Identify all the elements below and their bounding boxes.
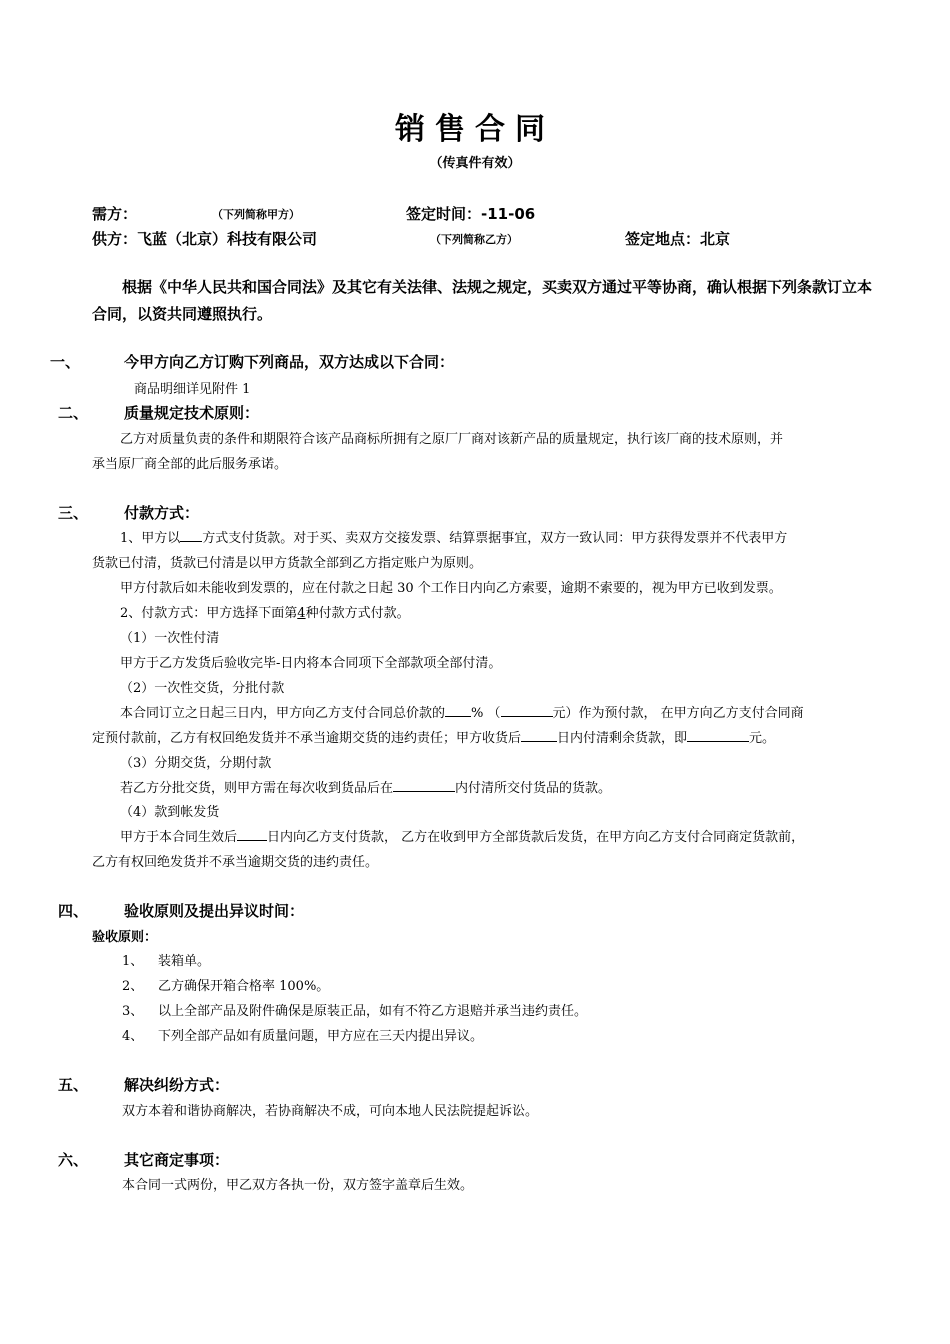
section-3-number: 三、 — [58, 504, 89, 522]
option-3-text-b: 内付清所交付货品的货款。 — [455, 781, 612, 796]
section-1-number: 一、 — [50, 353, 81, 371]
sign-place: 签定地点：北京 — [625, 230, 731, 248]
percent-blank — [445, 702, 471, 717]
payment-choice-end: 种付款方式付款。 — [305, 606, 410, 621]
payment-choice-line — [120, 602, 410, 621]
option-4-text-a: 甲方于本合同生效后 — [120, 830, 238, 845]
option-2-text-d: 定预付款前，乙方有权回绝发货并不承当逾期交货的违约责任；甲方收货后 — [92, 731, 522, 746]
acceptance-item-1-text: 装箱单。 — [158, 954, 211, 969]
option-4-line-1 — [120, 826, 804, 845]
section-4-number: 四、 — [58, 902, 89, 920]
option-4-line-2: 乙方有权回绝发货并不承当逾期交货的违约责任。 — [92, 855, 379, 870]
option-2-line-1 — [120, 702, 804, 721]
section-2-line-1: 乙方对质量负责的条件和期限符合该产品商标所拥有之原厂厂商对该新产品的质量规定，执行该厂商的技术原则，并 — [120, 432, 784, 447]
option-2-text-f: 元。 — [749, 731, 776, 746]
payment-method-blank — [180, 527, 202, 542]
payment-line-1 — [120, 527, 787, 546]
seller-note: （下列简称乙方） — [430, 233, 518, 246]
payment-line-1-end: 方式支付货款。对于买、卖双方交接发票、结算票据事宜，双方一致认同：甲方获得发票并不代表甲方 — [202, 531, 788, 546]
section-2-line-2: 承当原厂商全部的此后服务承诺。 — [92, 457, 288, 472]
option-2-text-a: 本合同订立之日起三日内，甲方向乙方支付合同总价款的 — [120, 706, 446, 721]
payment-choice-number: 4 — [297, 606, 306, 621]
option-4-title: （4）款到帐发货 — [120, 805, 220, 820]
buyer-note: （下列简称甲方） — [212, 208, 300, 221]
option-3-title: （3）分期交货，分期付款 — [120, 756, 272, 771]
seller-label: 供方：飞蓝（北京）科技有限公司 — [92, 230, 318, 248]
option-1-title: （1）一次性付清 — [120, 631, 220, 646]
invoice-line: 甲方付款后如未能收到发票的，应在付款之日起 30 个工作日内向乙方索要，逾期不索要的，视为甲方已收到发票。 — [120, 581, 782, 596]
section-1-line: 商品明细详见附件 1 — [134, 382, 251, 397]
document-title: 销售合同 — [395, 112, 555, 147]
option-2-title: （2）一次性交货，分批付款 — [120, 681, 285, 696]
intro-text: 根据《中华人民共和国合同法》及其它有关法律、法规之规定，买卖双方通过平等协商，确认根据下列条款订立本合同，以资共同遵照执行。 — [92, 278, 873, 323]
remaining-amount-blank — [687, 727, 749, 742]
acceptance-item-4-number: 4、 — [122, 1029, 144, 1044]
option-3-blank — [393, 777, 455, 792]
section-3-title: 付款方式： — [124, 504, 200, 522]
acceptance-item-3-text: 以上全部产品及附件确保是原装正品，如有不符乙方退赔并承当违约责任。 — [158, 1004, 588, 1019]
section-6-title: 其它商定事项： — [124, 1151, 230, 1169]
section-6-line: 本合同一式两份，甲乙双方各执一份，双方签字盖章后生效。 — [122, 1178, 474, 1193]
option-2-text-e: 日内付清剩余货款，即 — [557, 731, 688, 746]
section-5-line: 双方本着和谐协商解决，若协商解决不成，可向本地人民法院提起诉讼。 — [122, 1104, 539, 1119]
section-5-title: 解决纠纷方式： — [124, 1076, 230, 1094]
acceptance-item-1-number: 1、 — [122, 954, 144, 969]
option-4-blank — [237, 826, 267, 841]
option-2-text-b: % （ — [471, 706, 501, 721]
payment-line-2: 货款已付清，货款已付清是以甲方货款全部到乙方指定账户为原则。 — [92, 556, 483, 571]
prepay-amount-blank — [501, 702, 553, 717]
option-3-text-a: 若乙方分批交货，则甲方需在每次收到货品后在 — [120, 781, 394, 796]
section-4-title: 验收原则及提出异议时间： — [124, 902, 305, 920]
section-2-title: 质量规定技术原则： — [124, 404, 260, 422]
acceptance-subtitle: 验收原则： — [92, 930, 158, 945]
acceptance-item-4-text: 下列全部产品如有质量问题，甲方应在三天内提出异议。 — [158, 1029, 484, 1044]
sign-time: 签定时间：-11-06 — [406, 205, 536, 223]
intro-paragraph — [92, 274, 872, 328]
option-1-detail: 甲方于乙方发货后验收完毕-日内将本合同项下全部款项全部付清。 — [120, 656, 502, 671]
section-6-number: 六、 — [58, 1151, 89, 1169]
section-2-number: 二、 — [58, 404, 89, 422]
buyer-label: 需方： — [92, 205, 138, 223]
option-3-line — [120, 777, 611, 796]
section-1-title: 今甲方向乙方订购下列商品，双方达成以下合同： — [124, 353, 455, 371]
payment-line-1-start: 1、甲方以 — [120, 531, 181, 546]
acceptance-item-2-number: 2、 — [122, 979, 144, 994]
option-2-text-c: 元）作为预付款， 在甲方向乙方支付合同商 — [552, 706, 804, 721]
section-5-number: 五、 — [58, 1076, 89, 1094]
option-4-text-b: 日内向乙方支付货款， 乙方在收到甲方全部货款后发货，在甲方向乙方支付合同商定货款前， — [267, 830, 805, 845]
acceptance-item-2-text: 乙方确保开箱合格率 100%。 — [158, 979, 330, 994]
days-blank — [521, 727, 557, 742]
payment-choice-start: 2、付款方式：甲方选择下面第 — [120, 606, 298, 621]
document-subtitle: （传真件有效） — [429, 156, 521, 171]
option-2-line-2 — [92, 727, 775, 746]
acceptance-item-3-number: 3、 — [122, 1004, 144, 1019]
